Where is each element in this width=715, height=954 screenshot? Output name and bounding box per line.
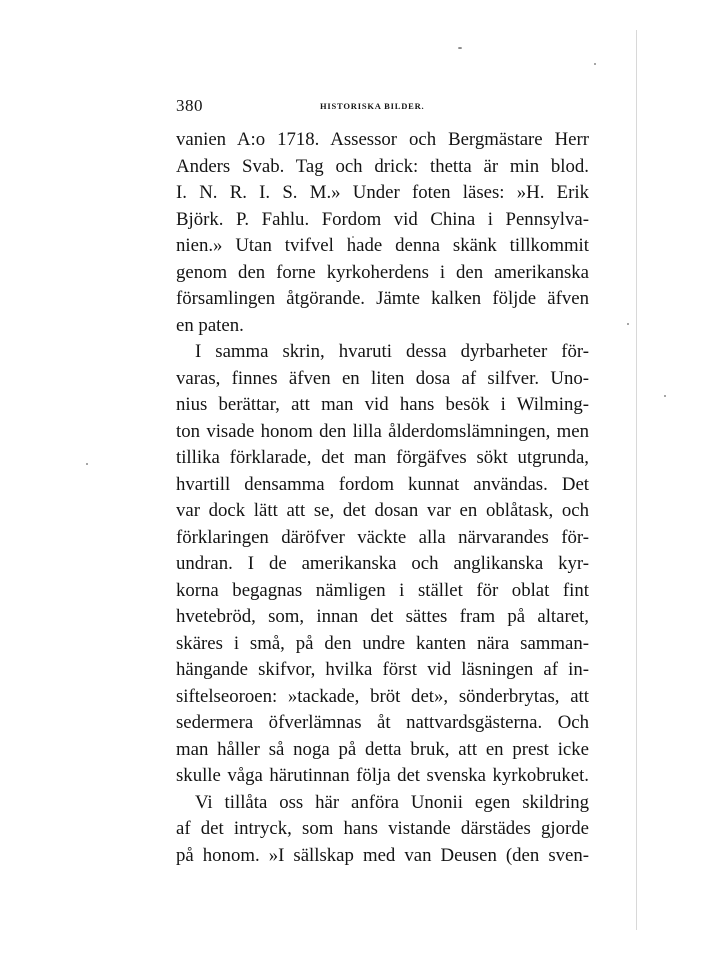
text-line: vanien A:o 1718. Assessor och Bergmästare Herr (176, 129, 589, 150)
page-number: 380 (176, 96, 203, 115)
text-line: en paten. (176, 314, 244, 336)
text-line: hängande skifvor, hvilka först vid läsningen af in- (176, 659, 589, 680)
text-line: skäres i små, på den undre kanten nära samman- (176, 632, 589, 654)
text-line: nius berättar, att man vid hans besök i Wilming- (176, 394, 589, 415)
text-line: af det intryck, som hans vistande därstädes gjorde (176, 818, 589, 839)
page-header (176, 96, 582, 116)
text-line: förklaringen däröfver väckte alla närvarandes för- (176, 526, 589, 548)
text-line: I samma skrin, hvaruti dessa dyrbarheter för- (195, 341, 589, 362)
text-line: I. N. R. I. S. M.» Under foten läses: »H. Erik (176, 182, 589, 203)
text-line: Vi tillåta oss här anföra Unonii egen skildring (195, 791, 589, 813)
text-line: församlingen åtgörande. Jämte kalken följde äfven (176, 288, 589, 309)
text-line: sedermera öfverlämnas åt nattvardsgästerna. Och (176, 712, 589, 733)
text-line: Anders Svab. Tag och drick: thetta är min blod. (176, 155, 589, 177)
page-edge-line (636, 30, 637, 930)
text-line: ton visade honom den lilla ålderdomslämningen, men (176, 420, 589, 442)
text-line: varas, finnes äfven en liten dosa af silfver. Uno- (176, 367, 589, 389)
body-text (176, 127, 589, 869)
text-line: Björk. P. Fahlu. Fordom vid China i Pennsylva- (176, 208, 589, 230)
text-line: nien.» Utan tvifvel hade denna skänk tillkommit (176, 235, 589, 256)
text-line: tillika förklarade, det man förgäfves sökt utgrunda, (176, 447, 589, 468)
text-line: hvartill densamma fordom kunnat användas. Det (176, 473, 589, 495)
text-line: genom den forne kyrkoherdens i den amerikanska (176, 261, 589, 283)
text-line: på honom. »I sällskap med van Deusen (den sven- (176, 844, 589, 866)
text-line: var dock lätt att se, det dosan var en oblåtask, och (176, 500, 589, 521)
text-line: siftelseoroen: »tackade, bröt det», sönderbrytas, att (176, 685, 589, 707)
text-line: korna begagnas nämligen i stället för oblat fint (176, 579, 589, 601)
text-line: man håller så noga på detta bruk, att en prest icke (176, 738, 589, 760)
running-head: HISTORISKA BILDER. (320, 101, 425, 111)
text-line: hvetebröd, som, innan det sättes fram på altaret, (176, 606, 589, 627)
text-line: skulle våga härutinnan följa det svenska kyrkobruket. (176, 765, 589, 786)
text-line: undran. I de amerikanska och anglikanska kyr- (176, 553, 589, 574)
